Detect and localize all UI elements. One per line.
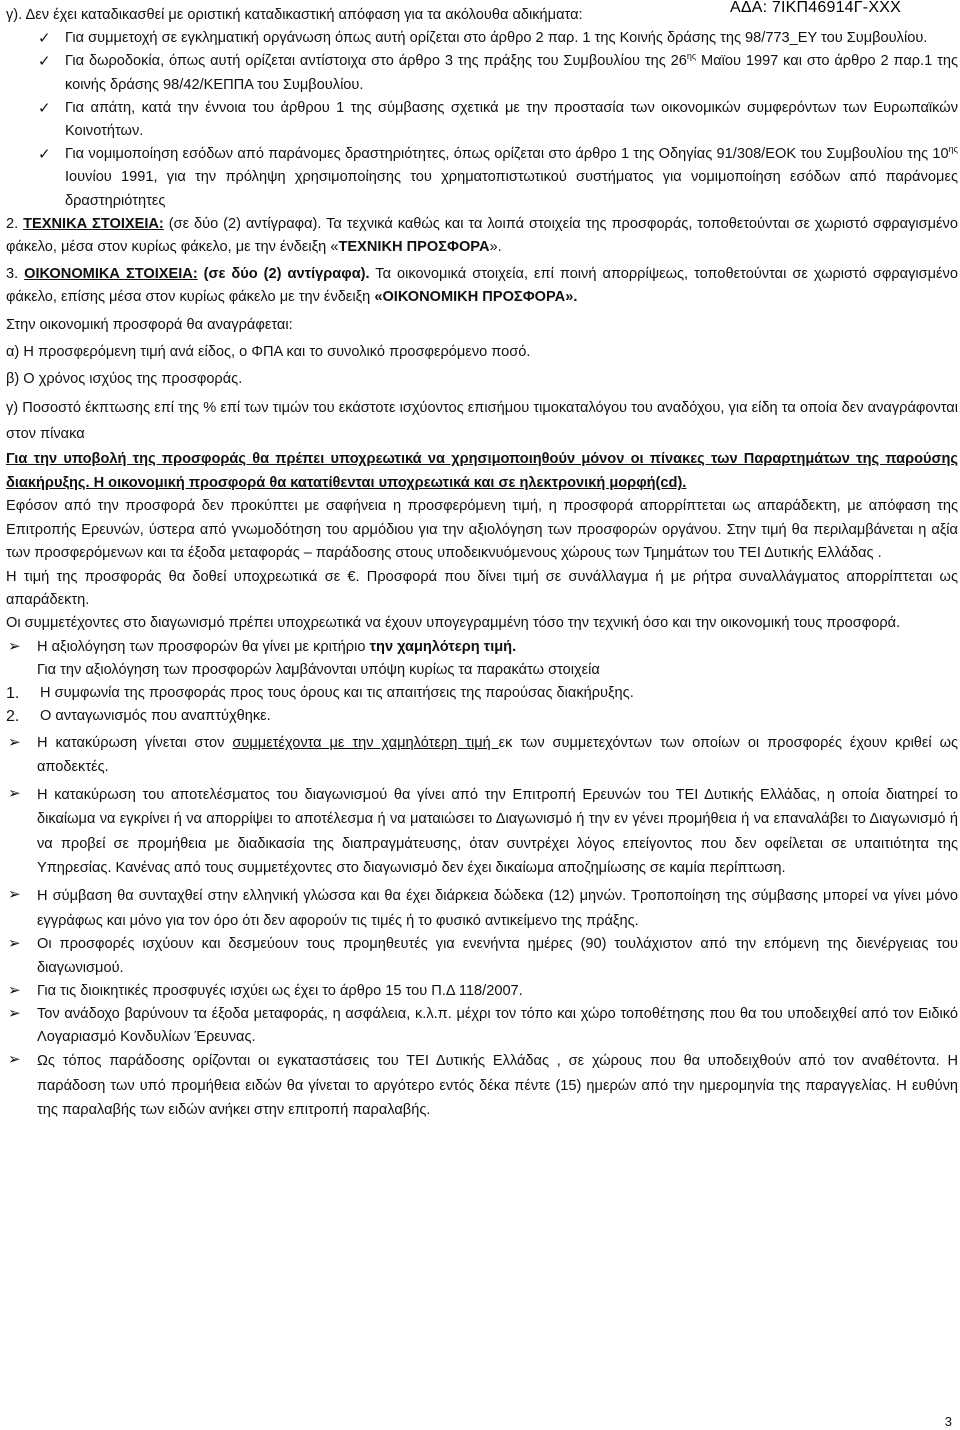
arrow-item-contract <box>6 884 958 933</box>
evaluation-criteria-intro: Για την αξιολόγηση των προσφορών λαμβάνονται υπόψη κυρίως τα παρακάτω στοιχεία <box>37 661 600 678</box>
paragraph-alpha: α) Η προσφερόμενη τιμή ανά είδος, ο ΦΠΑ και το συνολικό προσφερόμενο ποσό. <box>6 343 531 360</box>
arrow-item-committee <box>6 783 958 881</box>
arrow-item-underlined: συμμετέχοντα με την χαμηλότερη τιμή <box>232 735 499 752</box>
arrow-bullet-icon: ➢ <box>8 1051 21 1069</box>
paragraph-gamma-discount: γ) Ποσοστό έκπτωσης επί της % επί των τιμών του εκάστοτε ισχύοντος επισήμου τιμοκαταλόγου του αναδόχου, για είδη τα οποία δεν αναγράφονται στον πίνακα <box>6 400 958 443</box>
superscript: ης <box>686 51 697 62</box>
section-copies: (σε δύο (2) αντίγραφα). <box>197 266 370 283</box>
section-number: 2. <box>6 215 24 232</box>
arrow-item-text: Η κατακύρωση γίνεται στον <box>37 735 233 752</box>
section-copies: (σε δύο (2) αντίγραφα). <box>163 215 322 232</box>
paragraph-clarity: Εφόσον από την προσφορά δεν προκύπτει με σαφήνεια η προσφερόμενη τιμή, η προσφορά απορρίπτεται ως απαράδεκτη, με απόφαση της Επιτροπής Ερευνών, ύστερα από γνωμοδότηση του αρμόδιου για την αξιολόγηση των προσφορών οργάνου. Στην τιμή θα περιλαμβάνεται η αξία των προσφερόμενων και τα έξοδα μεταφοράς – παράδοσης στους υποδεικνυόμενους χώρους των Τμημάτων του ΤΕΙ Δυτικής Ελλάδας . <box>6 498 958 562</box>
check-item-text: Ιουνίου 1991, για την πρόληψη χρησιμοποίησης του χρηματοπιστωτικού συστήματος για νομιμοποίηση εσόδων από παράνομες δραστηριότητες <box>65 169 958 209</box>
item-number: 2. <box>6 708 20 726</box>
section-label: «ΟΙΚΟΝΟΜΙΚΗ ΠΡΟΣΦΟΡΑ». <box>374 289 578 306</box>
arrow-item-bold: την χαμηλότερη τιμή. <box>369 638 517 655</box>
section-label: ΤΕΧΝΙΚΗ ΠΡΟΣΦΟΡΑ <box>338 239 490 256</box>
numbered-item-1 <box>6 682 958 705</box>
section-title: ΟΙΚΟΝΟΜΙΚΑ ΣΤΟΙΧΕΙΑ: <box>24 266 198 283</box>
page-number: 3 <box>944 1414 952 1429</box>
check-mark-icon: ✓ <box>38 99 51 117</box>
arrow-item-text: Οι προσφορές ισχύουν και δεσμεύουν τους προμηθευτές για ενενήντα ημέρες (90) τουλάχιστον από την επόμενη της διενέργειας του διαγωνισμού. <box>37 936 958 976</box>
section-title: ΤΕΧΝΙΚΑ ΣΤΟΙΧΕΙΑ: <box>23 215 164 232</box>
check-item-text: Μαϊου 1997 και στο άρθρο 2 παρ.1 της κοινής δράσης 98/42/ΚΕΠΠΑ του Συμβουλίου. <box>65 53 959 93</box>
numbered-item-2 <box>6 705 958 728</box>
arrow-bullet-icon: ➢ <box>8 981 21 999</box>
numbered-item-text: Η συμφωνία της προσφοράς προς τους όρους και τις απαιτήσεις της παρούσας διακήρυξης. <box>40 685 634 702</box>
paragraph-mandatory-tables: Για την υποβολή της προσφοράς θα πρέπει υποχρεωτικά να χρησιμοποιηθούν μόνον οι πίνακες των Παραρτημάτων της παρούσης διακήρυξης. Η οικονομική προσφορά θα κατατίθενται υποχρεωτικά και σε ηλεκτρονική μορφή(cd). <box>6 451 958 492</box>
check-item-text: Για δωροδοκία, όπως αυτή ορίζεται αντίστοιχα στο άρθρο 3 της πράξης του Συμβουλίου της 26 <box>65 53 687 70</box>
check-item-text: Για απάτη, κατά την έννοια του άρθρου 1 της σύμβασης σχετικά με την προστασία των οικονομικών συμφερόντων των Ευρωπαϊκών Κοινοτήτων. <box>65 99 958 140</box>
paragraph-signature: Οι συμμετέχοντες στο διαγωνισμό πρέπει υποχρεωτικά να έχουν υπογεγραμμένη τόσο την τεχνική όσο και την οικονομική τους προσφορά. <box>6 615 901 632</box>
ada-watermark: ΑΔΑ: 7ΙΚΠ46914Γ-ΧΧΧ <box>730 0 901 16</box>
paragraph-gamma: γ). Δεν έχει καταδικασθεί με οριστική καταδικαστική απόφαση για τα ακόλουθα αδικήματα: <box>6 7 583 23</box>
section-number: 3. <box>6 266 25 283</box>
arrow-item-validity <box>6 933 958 979</box>
section-technical <box>6 213 958 259</box>
section-text: Τα οικονομικά στοιχεία, επί ποινή απορρίψεως, τοποθετούνται σε χωριστό σφραγισμένο φάκελο, επίσης μέσα στον κυρίως φάκελο με την ένδειξη <box>6 266 958 306</box>
arrow-bullet-icon: ➢ <box>8 734 21 752</box>
check-item-fraud <box>6 97 958 143</box>
arrow-item-text: Τον ανάδοχο βαρύνουν τα έξοδα μεταφοράς, η ασφάλεια, κ.λ.π. μέχρι τον τόπο και χώρο τοποθέτησης που θα του υποδειχθεί από τον Ειδικό Λογαριασμό Κονδυλίων Έρευνας. <box>37 1005 958 1046</box>
check-item-text: Για συμμετοχή σε εγκληματική οργάνωση όπως αυτή ορίζεται στο άρθρο 2 παρ. 1 της Κοινής δράσης της 98/773_ΕΥ του Συμβουλίου. <box>65 30 928 47</box>
check-mark-icon: ✓ <box>38 146 51 164</box>
arrow-item-delivery <box>6 1049 958 1122</box>
check-mark-icon: ✓ <box>38 53 51 71</box>
arrow-item-award <box>6 732 958 778</box>
item-number: 1. <box>6 685 20 703</box>
arrow-item-appeals <box>6 980 958 1003</box>
document-body <box>6 4 958 1123</box>
superscript: ης <box>948 144 958 155</box>
arrow-item-text: Ως τόπος παράδοσης ορίζονται οι εγκαταστάσεις του ΤΕΙ Δυτικής Ελλάδας , σε χώρους που θα υποδειχθούν από τον αναθέτοντα. Η παράδοση των υπό προμήθεια ειδών θα γίνεται το αργότερο εντός δέκα πέντε (15) ημερών από την ημερομηνία της παραγγελίας. Η ευθύνη της παραλαβής των ειδών ανήκει στην επιτροπή παραλαβής. <box>37 1053 958 1119</box>
arrow-item-text: Για τις διοικητικές προσφυγές ισχύει ως έχει το άρθρο 15 του Π.Δ 118/2007. <box>37 982 523 999</box>
check-mark-icon: ✓ <box>38 30 51 48</box>
arrow-bullet-icon: ➢ <box>8 1004 21 1022</box>
paragraph-price-euro: Η τιμή της προσφοράς θα δοθεί υποχρεωτικά σε €. Προσφορά που δίνει τιμή σε συνάλλαγμα ή με ρήτρα συναλλάγματος απορρίπτεται ως απαράδεκτη. <box>6 569 958 609</box>
arrow-bullet-icon: ➢ <box>8 886 21 904</box>
paragraph-beta: β) Ο χρόνος ισχύος της προσφοράς. <box>6 371 243 388</box>
section-text: Τα τεχνικά καθώς και τα λοιπά στοιχεία της προσφοράς, τοποθετούνται σε χωριστό σφραγισμένο φάκελο, μέσα στον κυρίως φάκελο, με την ένδειξη « <box>6 215 958 256</box>
check-item-money-laundering <box>6 143 958 213</box>
arrow-item-text: εκ των συμμετεχόντων των οποίων οι προσφορές έχουν κριθεί ως αποδεκτές. <box>37 735 959 775</box>
arrow-item-text: Η αξιολόγηση των προσφορών θα γίνει με κριτήριο <box>37 638 370 655</box>
check-item-bribery <box>6 50 958 96</box>
arrow-item-text: Η κατακύρωση του αποτελέσματος του διαγωνισμού θα γίνει από την Επιτροπή Ερευνών του ΤΕΙ Δυτικής Ελλάδας, η οποία διατηρεί το δικαίωμα να εγκρίνει ή να απορρίψει το αποτέλεσμα ή να ματαιώσει το Διαγωνισμό ή την εν γένει προμήθεια ή να επαναλάβει το Διαγωνισμό ή να προβεί σε προμήθεια με διαδικασία της διαπραγμάτευσης, όταν συντρέχει λόγος επείγοντος που δεν οφείλεται σε υπαιτιότητα της Υπηρεσίας. Κανένας από τους συμμετέχοντες στο διαγωνισμό δεν έχει δικαίωμα αποζημίωσης σε καμία περίπτωση. <box>37 786 958 877</box>
arrow-item-text: Η σύμβαση θα συνταχθεί στην ελληνική γλώσσα και θα έχει διάρκεια δώδεκα (12) μηνών. Τροποποίηση της σύμβασης μπορεί να γίνει μόνο εγγράφως και μόνο για τον όρο ότι δεν αφορούν τις τιμές ή το φυσικό αντικείμενο της πράξης. <box>37 888 958 929</box>
section-financial <box>6 263 958 309</box>
arrow-bullet-icon: ➢ <box>8 784 21 802</box>
section-end: ». <box>489 239 502 256</box>
arrow-item-transport <box>6 1003 958 1049</box>
arrow-item-evaluation <box>6 636 958 659</box>
arrow-bullet-icon: ➢ <box>8 935 21 953</box>
check-item-text: Για νομιμοποίηση εσόδων από παράνομες δραστηριότητες, όπως ορίζεται στο άρθρο 1 της Οδηγίας 91/308/ΕΟΚ του Συμβουλίου της 10 <box>65 146 949 163</box>
numbered-item-text: Ο ανταγωνισμός που αναπτύχθηκε. <box>40 708 271 725</box>
paragraph-intro: Στην οικονομική προσφορά θα αναγράφεται: <box>6 316 293 333</box>
arrow-bullet-icon: ➢ <box>8 637 21 655</box>
check-item-organization <box>6 27 958 50</box>
